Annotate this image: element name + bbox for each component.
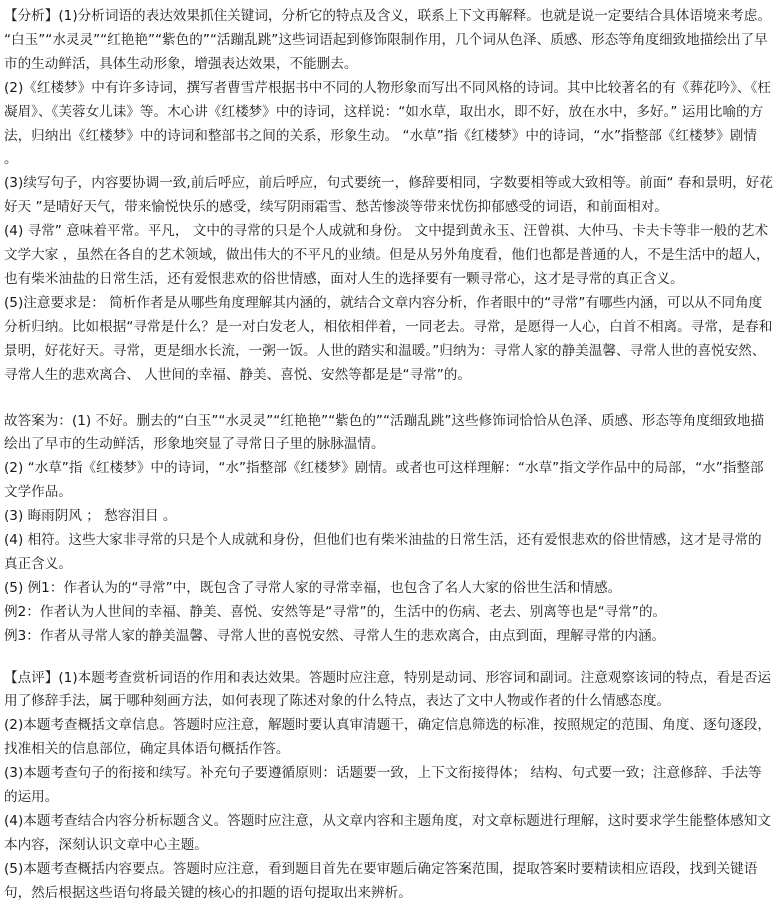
answer-paragraph-4: (4) 相符。这些大家非寻常的只是个人成就和身份，但他们也有柴米油盐的日常生活，还有爱恨悲欢的俗世情感，这才是寻常的真正含义。 bbox=[4, 532, 762, 572]
answer-paragraph-5: (5) 例1：作者认为的“寻常”中，既包含了寻常人家的寻常幸福，也包含了名人大家的俗世生活和情感。 bbox=[4, 579, 622, 596]
analysis-paragraph-3: (3)续写句子，内容要协调一致,前后呼应，前后呼应，句式要统一，修辞要相同，字数要相等或大致相等。前面“ 春和景明，好花好天 ”是晴好天气，带来愉悦快乐的感受，续写阴雨霜雪、愁苦惨淡等带来忧伤抑郁感受的词语，和前面相对。 bbox=[4, 175, 773, 216]
answer-paragraph-6: 例2：作者认为人世间的幸福、静美、喜悦、安然等是“寻常”的，生活中的伤病、老去、别离等也是“寻常”的。 bbox=[4, 603, 667, 620]
section-spacer bbox=[4, 649, 774, 667]
comment-paragraph-3: (3)本题考查句子的衔接和续写。补充句子要遵循原则：话题要一致，上下文衔接得体； 结构、句式要一致；注意修辞、手法等的运用。 bbox=[4, 765, 762, 806]
answer-paragraph-7: 例3：作者从寻常人家的静美温馨、寻常人世的喜悦安然、寻常人生的悲欢离合，由点到面，理解寻常的内涵。 bbox=[4, 627, 666, 644]
analysis-paragraph-2: (2)《红楼梦》中有许多诗词，撰写者曹雪芹根据书中不同的人物形象而写出不同风格的诗词。其中比较著名的有《葬花吟》、《枉凝眉》、《芙蓉女儿诔》等。木心讲《红楼梦》中的诗词，这样说：“如水草，取出水，即不好，放在水中，多好。” 运用比喻的方法，归纳出《红楼梦》中的诗词和整部书之间的关系，形象生动。 “水草”指《红楼梦》中的诗词，“水”指整部《红楼梦》剧情 。 bbox=[4, 79, 771, 168]
comment-section bbox=[4, 667, 774, 906]
section-spacer bbox=[4, 388, 774, 410]
answer-paragraph-2: (2) “水草”指《红楼梦》中的诗词，“水”指整部《红楼梦》剧情。或者也可这样理解：“水草”指文学作品中的局部，“水”指整部文学作品。 bbox=[4, 460, 764, 501]
analysis-paragraph-5: (5)注意要求是： 简析作者是从哪些角度理解其内涵的，就结合文章内容分析，作者眼中的“寻常”有哪些内涵，可以从不同角度分析归纳。比如根据“寻常是什么？是一对白发老人，相依相伴着，一同老去。寻常，是愿得一人心，白首不相离。寻常，是春和景明，好花好天。寻常，更是细水长流，一粥一饭。人世的踏实和温暖。”归纳为：寻常人家的静美温馨、寻常人世的喜悦安然、寻常人生的悲欢离合、 人世间的幸福、静美、喜悦、安然等都是是“寻常”的。 bbox=[4, 294, 773, 383]
comment-heading: 【点评】 bbox=[4, 669, 59, 686]
comment-paragraph-5: (5)本题考查概括内容要点。答题时应注意，看到题目首先在要审题后确定答案范围，提取答案时要精读相应语段，找到关键语句，然后根据这些语句将最关键的核心的扣题的语句提取出来辨析。 bbox=[4, 860, 758, 901]
analysis-paragraph-4: (4) 寻常” 意味着平常。平凡， 文中的寻常的只是个人成就和身份。 文中提到黄永玉、汪曾祺、大仲马、卡夫卡等非一般的艺术文学大家 ，虽然在各自的艺术领域，做出伟大的不平凡的业绩。但是从另外角度看，他们也都是普通的人，不是生活中的超人， 也有柴米油盐的日常生活，还有爱恨悲欢的俗世情感，面对人生的选择要有一颗寻常心，这才是寻常的真正含义。 bbox=[4, 223, 770, 287]
answer-paragraph-3: (3) 晦雨阴风 ； 愁容泪目 。 bbox=[4, 508, 177, 525]
answer-section bbox=[4, 410, 774, 649]
comment-paragraph-2: (2)本题考查概括文章信息。答题时应注意，解题时要认真审清题干，确定信息筛选的标准，按照规定的范围、角度、逐句逐段，找准相关的信息部位，确定具体语句概括作答。 bbox=[4, 717, 771, 758]
answer-paragraph-1: 故答案为：(1) 不好。删去的“白玉”“水灵灵”“红艳艳”“紫色的”“活蹦乱跳”这些修饰词恰恰从色泽、质感、形态等角度细致地描绘出了早市的生动鲜活，形象地突显了寻常日子里的脉脉温情。 bbox=[4, 412, 765, 453]
analysis-heading: 【分析】 bbox=[4, 8, 59, 24]
comment-paragraph-4: (4)本题考查结合内容分析标题含义。答题时应注意，从文章内容和主题角度，对文章标题进行理解，这时要求学生能整体感知文本内容，深刻认识文章中心主题。 bbox=[4, 813, 771, 853]
analysis-section bbox=[4, 5, 774, 388]
analysis-paragraph-1: 【分析】(1)分析词语的表达效果抓住关键词，分析它的特点及含义，联系上下文再解释。也就是说一定要结合具体语境来考虑。 “白玉”“水灵灵”“红艳艳”“紫色的”“活蹦乱跳”这些词语起到修饰限制作用，几个词从色泽、质感、形态等角度细致地描绘出了早市的生动鲜活，具体生动形象，增强表达效果，不能删去。 bbox=[4, 8, 771, 72]
comment-paragraph-1: 【点评】(1)本题考查赏析词语的作用和表达效果。答题时应注意，特别是动词、形容词和副词。注意观察该词的特点，看是否运用了修辞手法，属于哪种刻画方法，如何表现了陈述对象的什么特点，表达了文中人物或作者的什么情感态度。 bbox=[4, 669, 771, 710]
